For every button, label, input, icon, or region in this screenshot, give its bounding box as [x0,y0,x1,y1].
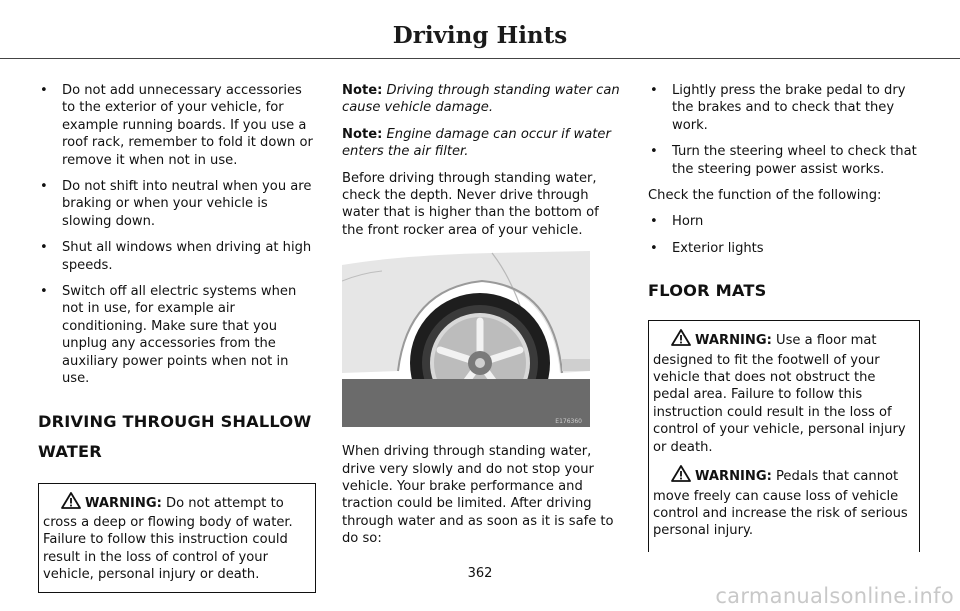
note-label: Note: [342,126,383,142]
warning-paragraph [653,465,915,540]
warning-paragraph [653,329,915,456]
watermark: carmanualsonline.info [715,584,954,608]
warning-label: WARNING: [695,469,772,485]
paragraph: When driving through standing water, drive very slowly and do not stop your vehicle. Your brake performance and traction could be limited. After driving through water and as soon as it is safe to do so: [342,444,614,547]
list-item: • Exterior lights [648,240,920,257]
heading-line: DRIVING THROUGH SHALLOW [38,411,312,431]
warning-triangle-icon [671,465,691,487]
warning-label: WARNING: [85,495,162,511]
column-right [648,82,920,552]
figure-code: E176360 [555,418,582,426]
bullet-list-after-water [648,82,920,178]
paragraph: Before driving through standing water, check the depth. Never drive through water that is higher than the bottom of the front rocker area of your vehicle. [342,170,599,238]
warning-label: WARNING: [695,333,772,349]
warning-triangle-icon [671,329,691,351]
warning-triangle-icon [61,492,81,514]
note [342,82,624,117]
note-label: Note: [342,83,383,98]
list-item: • Do not shift into neutral when you are braking or when your vehicle is slowing down. [38,178,316,230]
wheel-in-water-illustration [342,251,590,427]
header-divider [0,58,960,59]
list-item: • Horn [648,213,920,230]
list-item: • Switch off all electric systems when not in use, for example air conditioning. Make sure that you unplug any accessories from the auxiliary power points when not in use. [38,283,316,387]
note-text: Driving through standing water can cause vehicle damage. [342,83,620,116]
warning-box [648,320,920,551]
column-left [38,82,316,593]
bullet-list-check [648,213,920,257]
note-text: Engine damage can occur if water enters the air filter. [342,126,611,160]
list-item: • Do not add unnecessary accessories to the exterior of your vehicle, for example running boards. If you use a roof rack, remember to fold it down or remove it when not in use. [38,82,316,169]
heading-line: WATER [38,441,102,461]
list-item: • Lightly press the brake pedal to dry the brakes and to check that they work. [648,82,920,134]
page-title: Driving Hints [392,22,568,49]
list-item: • Turn the steering wheel to check that the steering power assist works. [648,143,920,178]
page-number: 362 [467,566,493,581]
list-item: • Shut all windows when driving at high speeds. [38,239,316,274]
warning-text: Use a floor mat designed to fit the footwell of your vehicle that does not obstruct the pedal area. Failure to follow this instruction could result in the loss of control of your vehicle, personal injury or death. [653,333,906,455]
warning-text: Do not attempt to cross a deep or flowing body of water. Failure to follow this instruction could result in the loss of control of your vehicle, personal injury or death. [43,495,293,583]
bullet-list-tips [38,82,316,388]
section-heading-shallow-water [38,411,316,463]
note [342,126,624,161]
section-heading-floor-mats: FLOOR MATS [648,281,767,301]
warning-text: Pedals that cannot move freely can cause loss of vehicle control and increase the risk of serious personal injury. [653,469,908,539]
column-middle [342,82,624,557]
paragraph: Check the function of the following: [648,188,882,204]
